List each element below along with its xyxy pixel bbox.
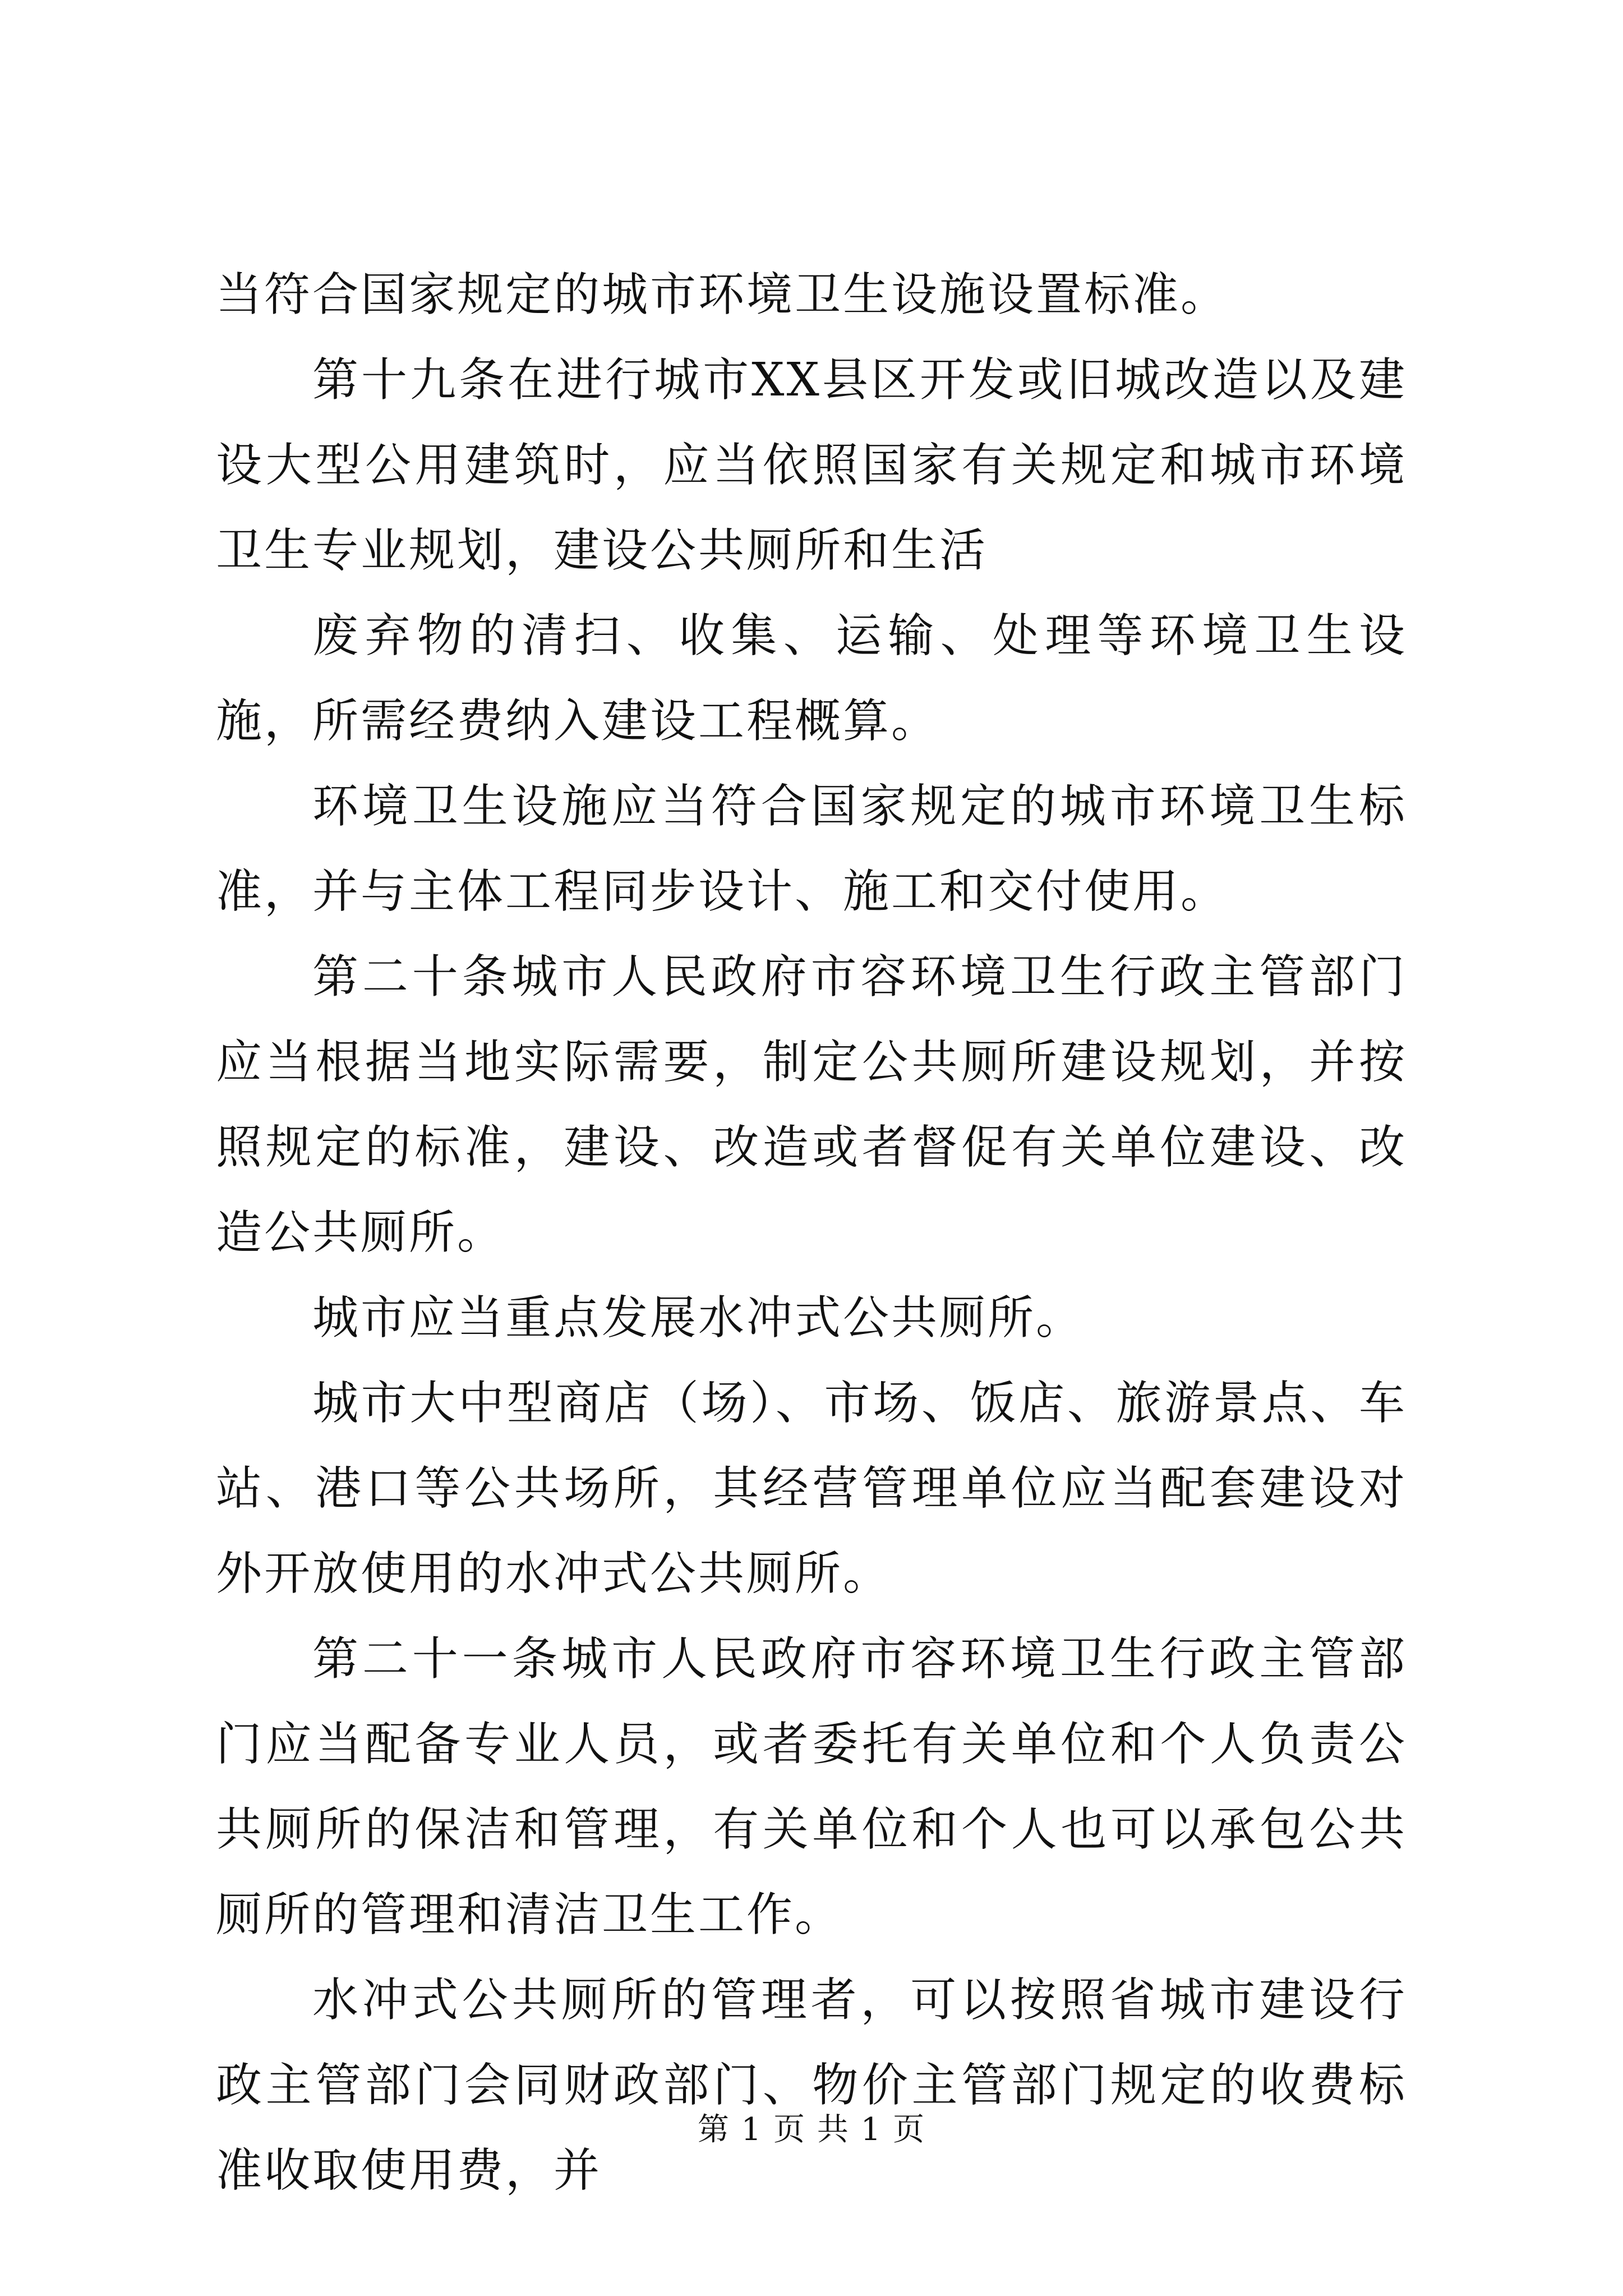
paragraph-5: 第二十条城市人民政府市容环境卫生行政主管部门应当根据当地实际需要，制定公共厕所建设规划，并按照规定的标准，建设、改造或者督促有关单位建设、改造公共厕所。	[216, 950, 1407, 1259]
paragraph-9: 水冲式公共厕所的管理者，可以按照省城市建设行政主管部门会同财政部门、物价主管部门规定的收费标准收取使用费，并	[216, 1973, 1407, 2197]
paragraph-6: 城市应当重点发展水冲式公共厕所。	[312, 1291, 1085, 1345]
paragraph-7: 城市大中型商店（场）、市场、饭店、旅游景点、车站、港口等公共场所，其经营管理单位应当配套建设对外开放使用的水冲式公共厕所。	[216, 1377, 1407, 1600]
paragraph-3: 废弃物的清扫、收集、运输、处理等环境卫生设施，所需经费纳入建设工程概算。	[216, 609, 1407, 748]
document-body	[216, 252, 1407, 2214]
paragraph-4: 环境卫生设施应当符合国家规定的城市环境卫生标准，并与主体工程同步设计、施工和交付使用。	[216, 780, 1407, 918]
paragraph-8: 第二十一条城市人民政府市容环境卫生行政主管部门应当配备专业人员，或者委托有关单位和个人负责公共厕所的保洁和管理，有关单位和个人也可以承包公共厕所的管理和清洁卫生工作。	[216, 1632, 1407, 1941]
page-number-footer: 第 1 页 共 1 页	[697, 2111, 926, 2148]
paragraph-2: 第十九条在进行城市XX县区开发或旧城改造以及建设大型公用建筑时，应当依照国家有关规定和城市环境卫生专业规划，建设公共厕所和生活	[216, 353, 1407, 577]
paragraph-1: 当符合国家规定的城市环境卫生设施设置标准。	[216, 268, 1229, 321]
